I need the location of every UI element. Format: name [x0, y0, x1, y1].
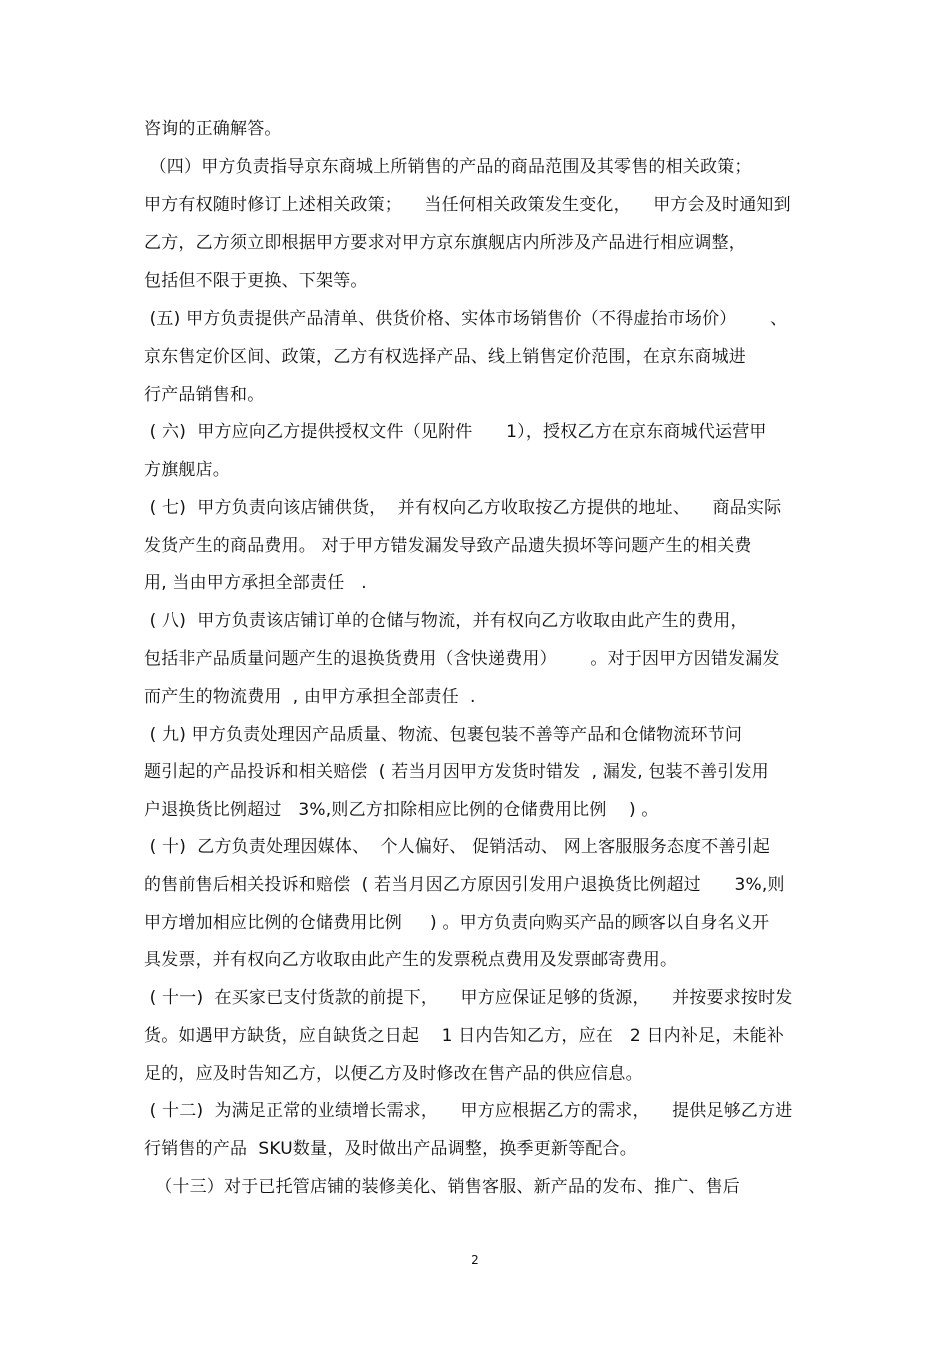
text-line: （十三）对于已托管店铺的装修美化、销售客服、新产品的发布、推广、售后	[144, 1177, 741, 1197]
page-number: 2	[471, 1253, 479, 1267]
text-line: 行销售的产品 SKU数量，及时做出产品调整，换季更新等配合。	[144, 1139, 637, 1159]
text-line: 包括非产品质量问题产生的退换货费用（含快递费用） 。对于因甲方因错发漏发	[144, 649, 780, 669]
text-line: 货。如遇甲方缺货，应自缺货之日起 1 日内告知乙方，应在 2 日内补足，未能补	[144, 1026, 785, 1046]
text-line: ( 六) 甲方应向乙方提供授权文件（见附件 1），授权乙方在京东商城代运营甲	[144, 422, 767, 442]
text-line: 咨询的正确解答。	[144, 119, 282, 139]
text-line: (五) 甲方负责提供产品清单、供货价格、实体市场销售价（不得虚抬市场价） 、	[144, 309, 788, 329]
text-line: 乙方，乙方须立即根据甲方要求对甲方京东旗舰店内所涉及产品进行相应调整，	[144, 233, 746, 253]
text-line: 京东售定价区间、政策，乙方有权选择产品、线上销售定价范围，在京东商城进	[144, 347, 746, 367]
text-line: ( 十) 乙方负责处理因媒体、 个人偏好、 促销活动、 网上客服服务态度不善引起	[144, 837, 771, 857]
text-line: ( 八) 甲方负责该店铺订单的仓储与物流，并有权向乙方收取由此产生的费用，	[144, 611, 748, 631]
text-line: 包括但不限于更换、下架等。	[144, 271, 368, 291]
text-line: 行产品销售和。	[144, 385, 265, 405]
text-line: 方旗舰店。	[144, 460, 230, 480]
text-line: 甲方增加相应比例的仓储费用比例 ) 。甲方负责向购买产品的顾客以自身名义开	[144, 913, 770, 933]
text-line: 的售前售后相关投诉和赔偿 ( 若当月因乙方原因引发用户退换货比例超过 3%,则	[144, 875, 785, 895]
text-line: 甲方有权随时修订上述相关政策； 当任何相关政策发生变化， 甲方会及时通知到	[144, 195, 791, 215]
text-line: 足的，应及时告知乙方，以便乙方及时修改在售产品的供应信息。	[144, 1064, 643, 1084]
text-line: （四）甲方负责指导京东商城上所销售的产品的商品范围及其零售的相关政策；	[144, 157, 752, 177]
text-line: ( 十二) 为满足正常的业绩增长需求， 甲方应根据乙方的需求， 提供足够乙方进	[144, 1101, 793, 1121]
text-line: ( 十一) 在买家已支付货款的前提下， 甲方应保证足够的货源， 并按要求按时发	[144, 988, 793, 1008]
text-line: 而产生的物流费用 , 由甲方承担全部责任 .	[144, 687, 476, 707]
text-line: ( 九) 甲方负责处理因产品质量、物流、包裹包装不善等产品和仓储物流环节问	[144, 725, 743, 745]
text-line: 具发票，并有权向乙方收取由此产生的发票税点费用及发票邮寄费用。	[144, 950, 678, 970]
text-line: 户退换货比例超过 3%,则乙方扣除相应比例的仓储费用比例 ) 。	[144, 800, 659, 820]
text-line: 发货产生的商品费用。 对于甲方错发漏发导致产品遗失损坏等问题产生的相关费	[144, 536, 752, 556]
text-line: 用, 当由甲方承担全部责任 .	[144, 573, 367, 593]
text-line: ( 七) 甲方负责向该店铺供货， 并有权向乙方收取按乙方提供的地址、 商品实际	[144, 498, 782, 518]
text-line: 题引起的产品投诉和相关赔偿 ( 若当月因甲方发货时错发 , 漏发, 包装不善引发用	[144, 762, 769, 782]
